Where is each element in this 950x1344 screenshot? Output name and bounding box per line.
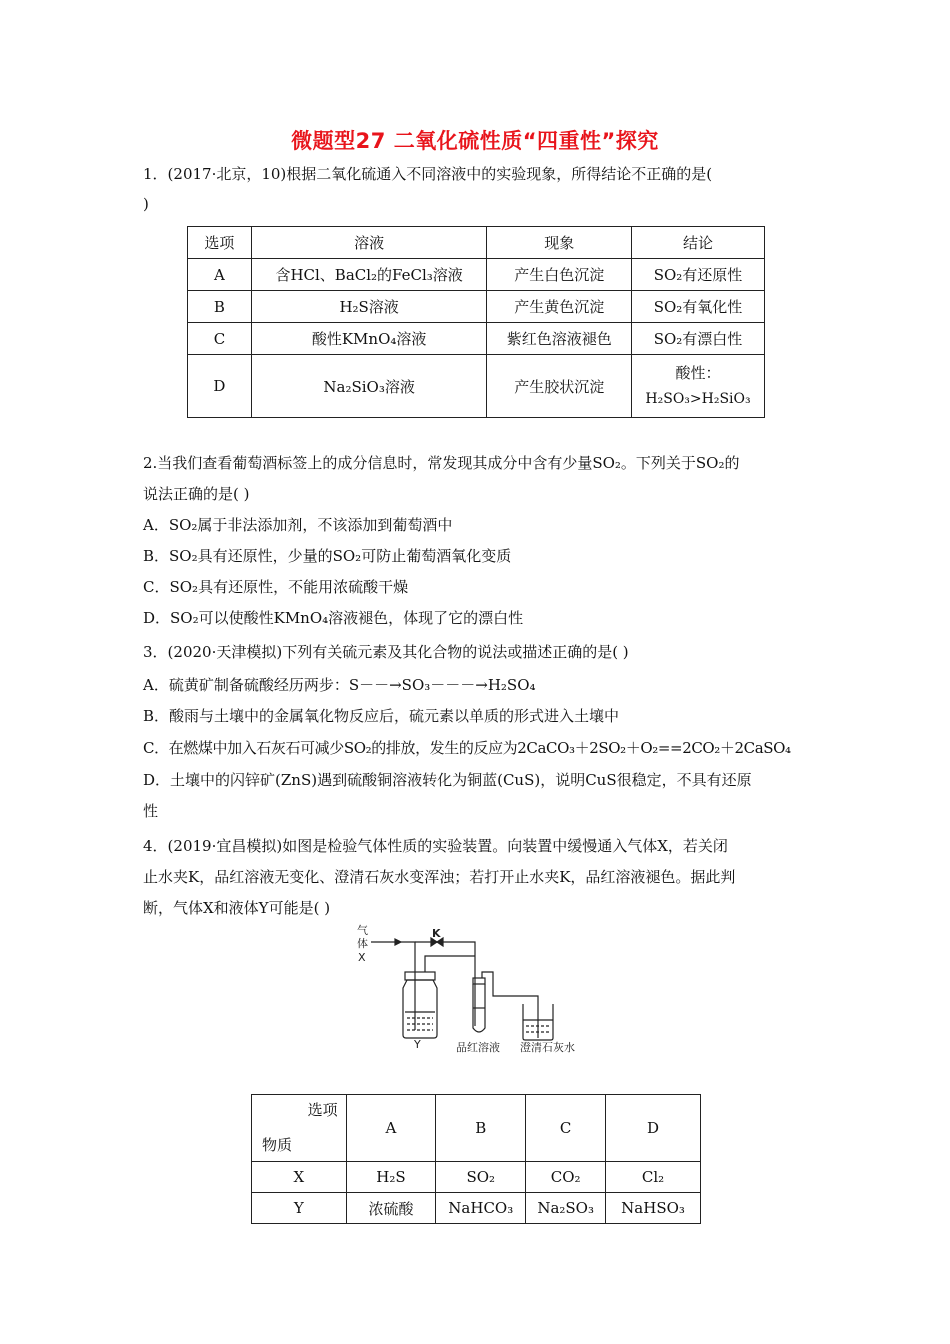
header-cell: D bbox=[606, 1095, 701, 1162]
q2-stem: 2.当我们查看葡萄酒标签上的成分信息时，常发现其成分中含有少量SO₂。下列关于SO₂的 bbox=[143, 454, 740, 472]
liquid-label: Y bbox=[414, 1038, 421, 1051]
conclusion-line-2: H₂SO₃>H₂SiO₃ bbox=[645, 391, 751, 407]
q3-option-d: D．土壤中的闪锌矿(ZnS)遇到硫酸铜溶液转化为铜蓝(CuS)，说明CuS很稳定，不具有还原 bbox=[143, 771, 752, 789]
option-cell: A bbox=[188, 259, 252, 291]
table-cell: H₂S bbox=[346, 1162, 436, 1193]
q2-option-c: C．SO₂具有还原性，不能用浓硫酸干燥 bbox=[143, 578, 409, 596]
corner-top: 选项 bbox=[307, 1101, 338, 1119]
table-row bbox=[188, 259, 765, 291]
table-row bbox=[188, 323, 765, 355]
conclusion-line-1: 酸性： bbox=[675, 364, 721, 382]
arrow-head bbox=[395, 939, 401, 945]
gas-label: X bbox=[358, 951, 366, 964]
table-cell: CO₂ bbox=[526, 1162, 606, 1193]
outlet-tube bbox=[425, 956, 475, 972]
table-cell: Cl₂ bbox=[606, 1162, 701, 1193]
table-row bbox=[252, 1193, 701, 1224]
conclusion-cell: SO₂有氧化性 bbox=[632, 291, 765, 323]
header-cell: 选项 bbox=[188, 227, 252, 259]
valve-label: K bbox=[432, 927, 441, 940]
header-cell: C bbox=[526, 1095, 606, 1162]
row-label: X bbox=[252, 1162, 347, 1193]
inlet-tube bbox=[401, 942, 415, 964]
table-row bbox=[188, 291, 765, 323]
q1-stem: 1．(2017·北京，10)根据二氧化硫通入不同溶液中的实验现象，所得结论不正确的是( bbox=[143, 165, 713, 183]
table-row bbox=[188, 355, 765, 418]
q4-stem-3: 断，气体X和液体Y可能是( ) bbox=[143, 899, 331, 917]
q2-option-a: A．SO₂属于非法添加剂，不该添加到葡萄酒中 bbox=[143, 516, 453, 534]
gas-label: 体 bbox=[357, 937, 368, 950]
solution-cell: H₂S溶液 bbox=[251, 291, 487, 323]
option-cell: B bbox=[188, 291, 252, 323]
corner-cell bbox=[252, 1095, 347, 1162]
q3-stem: 3．(2020·天津模拟)下列有关硫元素及其化合物的说法或描述正确的是( ) bbox=[143, 643, 629, 661]
header-cell: 溶液 bbox=[251, 227, 487, 259]
q3-option-d-end: 性 bbox=[143, 802, 159, 820]
q3-option-c: C．在燃煤中加入石灰石可减少SO₂的排放，发生的反应为2CaCO₃＋2SO₂＋O₂==2CO₂＋2CaSO₄ bbox=[143, 739, 791, 757]
table-cell: NaHCO₃ bbox=[436, 1193, 526, 1224]
q3-option-a: A．硫黄矿制备硫酸经历两步：S－－→SO₃－－－→H₂SO₄ bbox=[143, 676, 536, 694]
table-cell: SO₂ bbox=[436, 1162, 526, 1193]
page-title: 微题型27 二氧化硫性质“四重性”探究 bbox=[291, 129, 659, 153]
q2-option-b: B．SO₂具有还原性，少量的SO₂可防止葡萄酒氧化变质 bbox=[143, 547, 512, 565]
solution-cell: 含HCl、BaCl₂的FeCl₃溶液 bbox=[251, 259, 487, 291]
phenomenon-cell: 产生胶状沉淀 bbox=[487, 355, 632, 418]
outlet-tube bbox=[482, 972, 538, 1038]
header-cell: A bbox=[346, 1095, 436, 1162]
q2-option-d: D．SO₂可以使酸性KMnO₄溶液褪色，体现了它的漂白性 bbox=[143, 609, 524, 627]
solution-cell: Na₂SiO₃溶液 bbox=[251, 355, 487, 418]
solution-cell: 酸性KMnO₄溶液 bbox=[251, 323, 487, 355]
q2-stem-end: 说法正确的是( ) bbox=[143, 485, 250, 503]
conclusion-cell bbox=[632, 355, 765, 418]
wash-bottle bbox=[403, 980, 437, 1038]
bypass-tube bbox=[415, 942, 475, 980]
phenomenon-cell: 产生白色沉淀 bbox=[487, 259, 632, 291]
conclusion-cell: SO₂有漂白性 bbox=[632, 323, 765, 355]
table-cell: 浓硫酸 bbox=[346, 1193, 436, 1224]
q1-table bbox=[187, 226, 765, 418]
header-cell: 结论 bbox=[632, 227, 765, 259]
q4-stem-2: 止水夹K，品红溶液无变化、澄清石灰水变浑浊；若打开止水夹K，品红溶液褪色。据此判 bbox=[143, 868, 736, 886]
header-cell: 现象 bbox=[487, 227, 632, 259]
bottle-label: 品红溶液 bbox=[456, 1041, 500, 1054]
phenomenon-cell: 产生黄色沉淀 bbox=[487, 291, 632, 323]
gas-label: 气 bbox=[357, 924, 368, 937]
corner-bottom: 物质 bbox=[262, 1136, 293, 1154]
q4-stem-1: 4．(2019·宜昌模拟)如图是检验气体性质的实验装置。向装置中缓慢通入气体X，若关闭 bbox=[143, 837, 728, 855]
q1-stem-end: ) bbox=[143, 195, 149, 213]
table-header-row bbox=[188, 227, 765, 259]
conclusion-cell: SO₂有还原性 bbox=[632, 259, 765, 291]
apparatus-diagram bbox=[355, 920, 595, 1060]
header-cell: B bbox=[436, 1095, 526, 1162]
table-cell: NaHSO₃ bbox=[606, 1193, 701, 1224]
phenomenon-cell: 紫红色溶液褪色 bbox=[487, 323, 632, 355]
bottle-cap bbox=[405, 972, 435, 980]
row-label: Y bbox=[252, 1193, 347, 1224]
table-header-row bbox=[252, 1095, 701, 1162]
q4-table bbox=[251, 1094, 701, 1224]
table-cell: Na₂SO₃ bbox=[526, 1193, 606, 1224]
option-cell: D bbox=[188, 355, 252, 418]
option-cell: C bbox=[188, 323, 252, 355]
q3-option-b: B．酸雨与土壤中的金属氧化物反应后，硫元素以单质的形式进入土壤中 bbox=[143, 707, 620, 725]
bottle-label: 澄清石灰水 bbox=[520, 1041, 575, 1054]
table-row bbox=[252, 1162, 701, 1193]
